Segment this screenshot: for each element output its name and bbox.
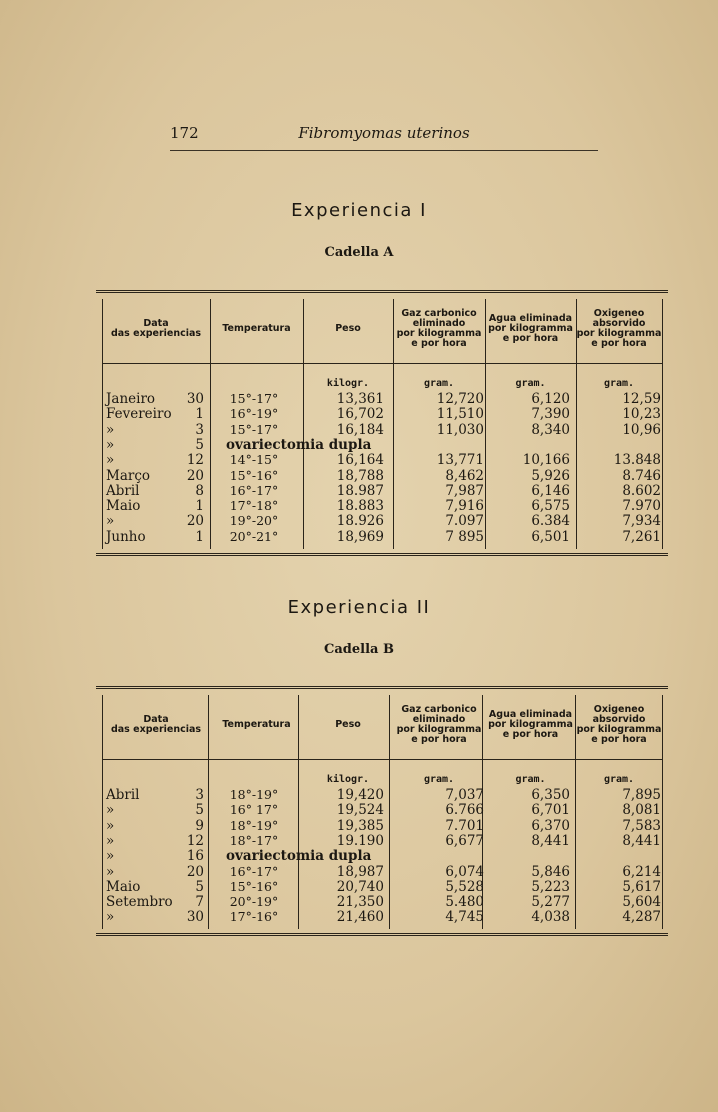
table-row [96,803,668,817]
cell-day: 16 [186,848,204,865]
cell-temp: 20°-19° [229,894,279,910]
column-header-gaz [393,705,485,745]
cell-day: 3 [195,421,204,438]
cell-gaz: 6,074 [445,863,484,880]
cell-oxi: 6,214 [622,863,661,880]
cell-peso: 21,460 [336,909,384,926]
cell-day: 7 [195,894,204,911]
cell-month: Março [106,467,151,484]
cell-agua: 6,370 [531,817,570,834]
cell-oxi: 10,96 [622,421,661,438]
column-header-line: e por hora [591,734,647,745]
column-header-line: por kilogramma [576,328,662,339]
cell-temp: 18°-19° [229,787,279,802]
column-header-data [102,319,210,339]
cell-agua: 5,846 [531,863,570,880]
table-row [96,880,668,894]
cell-month: » [106,863,115,880]
column-header-data [102,715,210,735]
cell-peso: 18.926 [336,513,384,530]
experiment-2-title: Experiencia II [287,597,431,618]
column-header-line: e por hora [502,729,559,740]
cell-gaz: 8,462 [445,467,484,484]
unit-oxigeneo: gram. [603,774,635,785]
cell-oxi: 10,23 [622,406,661,423]
experiment-1-subject: Cadella A [324,245,394,260]
cell-temp: 19°-20° [229,513,279,529]
cell-oxi: 4,287 [622,909,661,926]
table-row [96,514,668,528]
cell-temp: 15°-16° [229,878,279,894]
cell-day: 30 [186,909,204,926]
column-header-line: Data [143,714,169,725]
experiment-1-table [96,290,668,556]
column-header-line: Agua eliminada [488,313,573,324]
cell-gaz: 5.480 [445,894,484,911]
column-header-line: absorvido [592,318,646,329]
cell-peso: 18,987 [336,863,384,880]
table-row [96,484,668,498]
cell-day: 5 [195,878,204,895]
cell-day: 1 [195,528,204,545]
cell-oxi: 12,59 [622,391,661,407]
cell-note: ovariectomia dupla [226,436,372,453]
table-row [96,819,668,833]
cell-month: » [106,832,115,849]
cell-peso: 21,350 [336,894,384,911]
cell-peso: 16,164 [336,452,384,469]
cell-day: 1 [195,406,204,423]
cell-agua: 6,575 [531,498,570,515]
table-row [96,407,668,421]
cell-agua: 10,166 [522,452,570,469]
cell-oxi: 7.970 [622,498,661,515]
cell-temp: 17°-18° [229,498,279,514]
cell-gaz: 7.701 [445,817,484,834]
cell-month: Maio [106,878,141,895]
cell-gaz: 5,528 [445,878,484,895]
cell-agua: 6.384 [531,513,570,530]
cell-oxi: 7,261 [622,528,661,545]
cell-agua: 4,038 [531,909,570,926]
column-header-line: e por hora [411,338,467,349]
column-header-oxigeneo [576,309,662,349]
experiment-1-title: Experiencia I [291,200,427,221]
column-header-peso [303,324,393,334]
unit-agua: gram. [515,774,546,785]
cell-peso: 19,385 [336,817,384,834]
cell-day: 12 [186,832,204,849]
cell-gaz: 12,720 [436,391,484,407]
cell-gaz: 13,771 [436,452,484,469]
cell-agua: 5,926 [531,467,570,484]
column-header-line: por kilogramma [488,719,573,730]
unit-peso: kilogr. [326,378,370,389]
cell-peso: 18.987 [336,482,384,499]
cell-gaz: 11,030 [436,421,484,438]
unit-peso: kilogr. [326,774,370,785]
cell-day: 30 [186,391,204,407]
cell-oxi: 7,895 [622,787,661,803]
table-row [96,834,668,848]
cell-peso: 19,420 [336,787,384,803]
column-header-agua [485,710,576,740]
cell-month: » [106,452,115,469]
table-row [96,423,668,437]
cell-peso: 13,361 [336,391,384,407]
unit-agua: gram. [515,378,546,389]
cell-month: Setembro [106,894,173,911]
cell-agua: 7,390 [531,406,570,423]
table-row [96,530,668,544]
cell-agua: 6,501 [531,528,570,545]
cell-gaz: 7,037 [445,787,484,803]
cell-agua: 6,120 [531,391,570,407]
cell-temp: 16° 17° [229,802,279,818]
unit-gaz: gram. [423,774,455,785]
column-header-line: Data [143,318,169,329]
cell-month: Janeiro [106,391,156,407]
cell-day: 20 [186,863,204,880]
column-header-line: por kilogramma [396,724,482,735]
cell-day: 1 [195,498,204,515]
table-row [96,849,668,863]
column-header-line: e por hora [591,338,647,349]
column-header-line: por kilogramma [396,328,482,339]
column-header-line: Agua eliminada [488,709,573,720]
column-header-agua [485,314,576,344]
cell-temp: 17°-16° [229,909,279,925]
page-header [170,124,598,151]
table-row [96,438,668,452]
cell-temp: 20°-21° [229,528,279,544]
cell-temp: 15°-17° [229,421,279,437]
cell-peso: 18,788 [336,467,384,484]
column-header-line: eliminado [412,318,466,329]
column-header-line: absorvido [592,714,646,725]
column-header-peso [303,720,393,730]
cell-temp: 16°-17° [229,863,279,879]
table-row [96,469,668,483]
cell-peso: 18.883 [336,498,384,515]
cell-temp: 14°-15° [229,452,279,468]
cell-day: 8 [195,482,204,499]
cell-month: » [106,909,115,926]
cell-agua: 5,223 [531,878,570,895]
column-header-line: Gaz carbonico [401,704,477,715]
cell-month: » [106,421,115,438]
cell-day: 12 [186,452,204,469]
table-row [96,499,668,513]
cell-oxi: 7,934 [622,513,661,530]
cell-peso: 16,702 [336,406,384,423]
table-row [96,453,668,467]
cell-agua: 6,146 [531,482,570,499]
cell-day: 5 [195,802,204,819]
experiment-2-table [96,686,668,936]
cell-gaz: 6,677 [445,832,484,849]
cell-agua: 6,350 [531,787,570,803]
column-header-line: e por hora [502,333,559,344]
cell-gaz: 7,916 [445,498,484,515]
cell-oxi: 8,081 [622,802,661,819]
cell-day: 20 [186,513,204,530]
cell-day: 9 [195,817,204,834]
cell-month: Abril [106,787,140,803]
table-row [96,392,668,406]
column-header-line: Peso [335,719,361,730]
cell-day: 20 [186,467,204,484]
table-row [96,895,668,909]
cell-oxi: 13.848 [613,452,661,469]
cell-oxi: 8.746 [622,467,661,484]
column-header-line: Temperatura [222,323,291,334]
cell-day: 5 [195,436,204,453]
cell-month: Abril [106,482,140,499]
column-header-line: Gaz carbonico [401,308,477,319]
cell-peso: 19,524 [336,802,384,819]
cell-temp: 16°-19° [229,406,279,422]
cell-gaz: 4,745 [445,909,484,926]
column-header-line: por kilogramma [576,724,662,735]
cell-peso: 18,969 [336,528,384,545]
cell-gaz: 11,510 [436,406,484,423]
cell-peso: 19.190 [336,832,384,849]
column-header-line: Oxigeneo [593,704,645,715]
column-header-line: eliminado [412,714,466,725]
unit-oxigeneo: gram. [603,378,635,389]
cell-month: » [106,513,115,530]
cell-peso: 20,740 [336,878,384,895]
page-number: 172 [170,124,199,142]
cell-month: » [106,848,115,865]
column-header-line: das experiencias [110,724,202,735]
table-row [96,865,668,879]
cell-oxi: 7,583 [622,817,661,834]
unit-gaz: gram. [423,378,455,389]
cell-oxi: 8.602 [622,482,661,499]
cell-oxi: 5,604 [622,894,661,911]
cell-month: Maio [106,498,141,515]
column-header-temperatura [210,720,303,730]
cell-gaz: 7,987 [445,482,484,499]
cell-temp: 18°-17° [229,832,279,848]
column-header-line: Peso [335,323,361,334]
cell-oxi: 5,617 [622,878,661,895]
column-header-line: das experiencias [110,328,202,339]
cell-note: ovariectomia dupla [226,848,372,865]
cell-agua: 6,701 [531,802,570,819]
column-header-line: Temperatura [222,719,291,730]
cell-gaz: 7 895 [445,528,484,545]
cell-temp: 15°-17° [229,391,279,406]
table-row [96,788,668,802]
cell-agua: 8,340 [531,421,570,438]
column-header-line: por kilogramma [488,323,573,334]
experiment-2-subject: Cadella B [324,642,394,657]
cell-temp: 16°-17° [229,482,279,498]
cell-gaz: 7.097 [445,513,484,530]
cell-agua: 5,277 [531,894,570,911]
column-header-oxigeneo [576,705,662,745]
cell-month: » [106,817,115,834]
cell-gaz: 6.766 [445,802,484,819]
cell-month: Fevereiro [106,406,172,423]
running-title: Fibromyomas uterinos [298,124,470,142]
cell-month: » [106,802,115,819]
column-header-line: Oxigeneo [593,308,645,319]
cell-temp: 18°-19° [229,817,279,833]
column-header-line: e por hora [411,734,467,745]
cell-temp: 15°-16° [229,467,279,483]
column-header-temperatura [210,324,303,334]
cell-peso: 16,184 [336,421,384,438]
column-header-gaz [393,309,485,349]
table-row [96,910,668,924]
cell-day: 3 [195,787,204,803]
cell-month: » [106,436,115,453]
cell-month: Junho [106,528,146,545]
cell-oxi: 8,441 [622,832,661,849]
cell-agua: 8,441 [531,832,570,849]
